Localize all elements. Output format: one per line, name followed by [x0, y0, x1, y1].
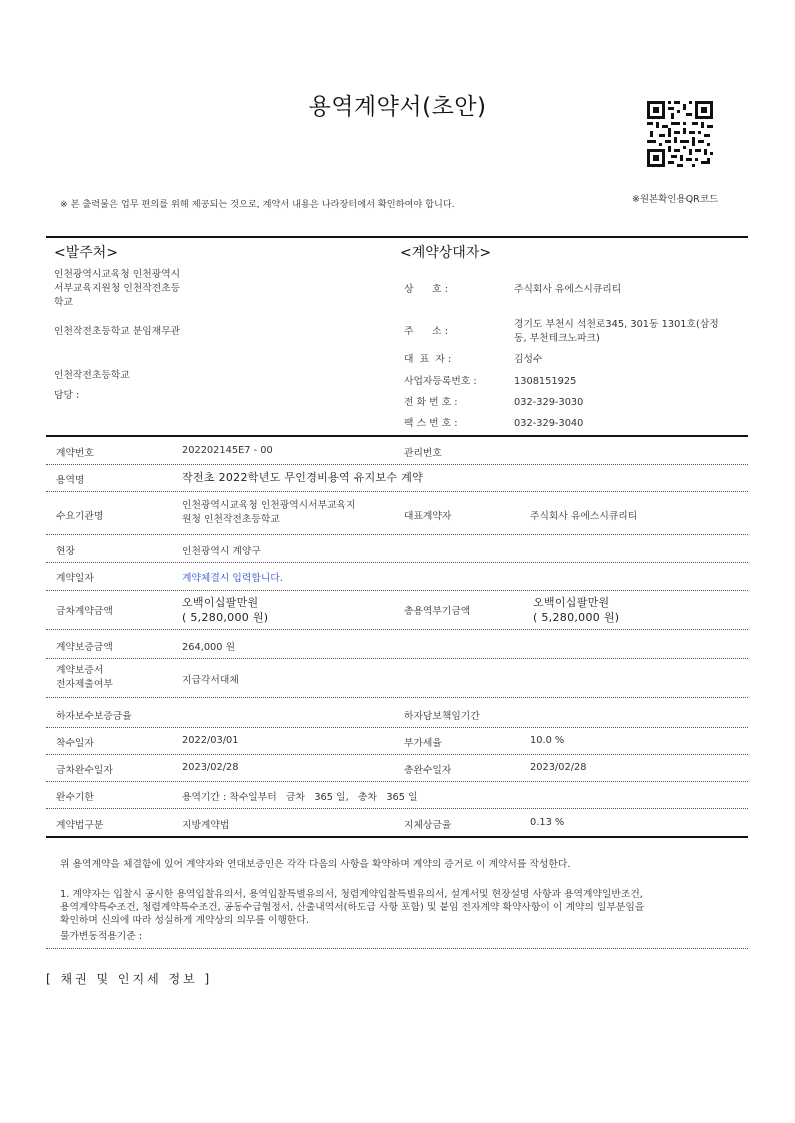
- contractor-name-label: 상 호 :: [404, 284, 449, 295]
- document-title: 용역계약서(초안): [308, 94, 487, 120]
- guarantee: 264,000 원: [182, 642, 236, 653]
- contract-date-label: 계약일자: [56, 573, 94, 584]
- contract-date: 계약체결시 입력합니다.: [182, 573, 283, 584]
- fax: 032-329-3040: [514, 418, 584, 429]
- delay-rate-label: 지체상금율: [404, 820, 452, 831]
- this-end-date: 2023/02/28: [182, 762, 239, 773]
- deadline-label: 완수기한: [56, 792, 94, 803]
- start-label: 착수일자: [56, 738, 94, 749]
- qr-code: [647, 101, 713, 167]
- row-divider: [46, 697, 748, 698]
- divider: [46, 435, 748, 437]
- orderer-school: 인천작전초등학교: [54, 370, 130, 381]
- terms-intro: 위 용역계약을 체결함에 있어 계약자와 연대보증인은 각각 다음의 사항을 확약하며 계약의 증거로 이 계약서를 작성한다.: [60, 859, 571, 870]
- finance-officer: 인천작전초등학교 분임재무관: [54, 326, 181, 337]
- orderer-org: 인천광역시교육청 인천광역시 서부교육지원청 인천작전초등 학교: [54, 269, 181, 308]
- total-end-label: 총완수일자: [404, 765, 452, 776]
- site-label: 현장: [56, 546, 75, 557]
- this-end-label: 금차완수일자: [56, 765, 113, 776]
- fax-label: 팩 스 번 호 :: [404, 418, 458, 429]
- bonds-heading: [ 채권 및 인지세 정보 ]: [46, 972, 213, 986]
- service-name-label: 용역명: [56, 475, 85, 486]
- biz-no-label: 사업자등록번호 :: [404, 376, 477, 387]
- phone: 032-329-3030: [514, 397, 584, 408]
- guarantee-doc-label: 계약보증서 전자제출여부: [56, 665, 113, 690]
- row-divider: [46, 562, 748, 563]
- rep-contractor-label: 대표계약자: [404, 511, 452, 522]
- biz-no: 1308151925: [514, 376, 577, 387]
- phone-label: 전 화 번 호 :: [404, 397, 458, 408]
- row-divider: [46, 464, 748, 465]
- row-divider: [46, 534, 748, 535]
- method-label: 계약법구분: [56, 820, 104, 831]
- row-divider: [46, 948, 748, 949]
- ceo-name: 김성수: [514, 354, 543, 365]
- orderer-heading: <발주처>: [54, 245, 119, 261]
- total-end-date: 2023/02/28: [530, 762, 587, 773]
- contractor-heading: <계약상대자>: [400, 245, 492, 261]
- divider: [46, 836, 748, 838]
- demand-org-label: 수요기관명: [56, 511, 104, 522]
- this-amount-number: ( 5,280,000 원): [182, 611, 269, 624]
- terms-item-1: 1. 계약자는 입찰시 공시한 용역입찰유의서, 용역입찰특별유의서, 청렴계약입찰특별유의서, 설계서및 현장설명 사항과 용역계약일반조건, 용역계약특수조건, 청렴계약특수조건, 공동수급협정서, 산출내역서(하도급 사항 포함) 및 붙임 전자계약 확약사항이 이 계약의 일부분임을 확인하며 신의에 따라 성실하게 계약상의 의무를 이행한다.: [60, 889, 645, 926]
- guarantee-doc: 지급각서대체: [182, 675, 239, 686]
- sub-guarantee-label: 하자보수보증금율: [56, 711, 132, 722]
- vat-rate: 10.0 %: [530, 735, 565, 746]
- total-amount-number: ( 5,280,000 원): [533, 611, 620, 624]
- contractor-address-label: 주 소 :: [404, 326, 449, 337]
- guarantee-label: 계약보증금액: [56, 642, 113, 653]
- rep-contractor: 주식회사 유에스시큐리티: [530, 511, 638, 522]
- service-name: 작전초 2022학년도 무인경비용역 유지보수 계약: [182, 471, 424, 484]
- contract-no-label: 계약번호: [56, 448, 94, 459]
- row-divider: [46, 658, 748, 659]
- contractor-name: 주식회사 유에스시큐리티: [514, 284, 622, 295]
- delay-rate: 0.13 %: [530, 817, 565, 828]
- warranty-label: 하자담보책임기간: [404, 711, 480, 722]
- mgmt-no-label: 관리번호: [404, 448, 442, 459]
- start-date: 2022/03/01: [182, 735, 239, 746]
- row-divider: [46, 727, 748, 728]
- contract-no: 202202145E7 - 00: [182, 445, 273, 456]
- price-adjust-label: 물가변동적용기준 :: [60, 931, 143, 942]
- row-divider: [46, 491, 748, 492]
- this-amount-label: 금차계약금액: [56, 606, 113, 617]
- row-divider: [46, 781, 748, 782]
- row-divider: [46, 808, 748, 809]
- contractor-address: 경기도 부천시 석천로345, 301동 1301호(삼정 동, 부천테크노파크): [514, 319, 719, 344]
- divider: [46, 236, 748, 238]
- total-amount-words: 오백이십팔만원: [533, 596, 610, 609]
- row-divider: [46, 590, 748, 591]
- ceo-label: 대 표 자 :: [404, 354, 452, 365]
- method: 지방계약법: [182, 820, 230, 831]
- site: 인천광역시 계양구: [182, 546, 261, 557]
- this-amount-words: 오백이십팔만원: [182, 596, 259, 609]
- notice-text: ※ 본 출력물은 업무 편의를 위해 제공되는 것으로, 계약서 내용은 나라장터에서 확인하여야 합니다.: [60, 199, 455, 210]
- row-divider: [46, 629, 748, 630]
- row-divider: [46, 754, 748, 755]
- deadline: 용역기간 : 착수일부터 금차 365 일, 총차 365 일: [182, 792, 418, 803]
- qr-label: ※원본확인용QR코드: [631, 194, 719, 205]
- total-vat-label: 총용역부기금액: [404, 606, 471, 617]
- vat-rate-label: 부가세율: [404, 738, 442, 749]
- demand-org: 인천광역시교육청 인천광역시서부교육지 원청 인천작전초등학교: [182, 500, 356, 525]
- contact-label: 담당 :: [54, 390, 80, 401]
